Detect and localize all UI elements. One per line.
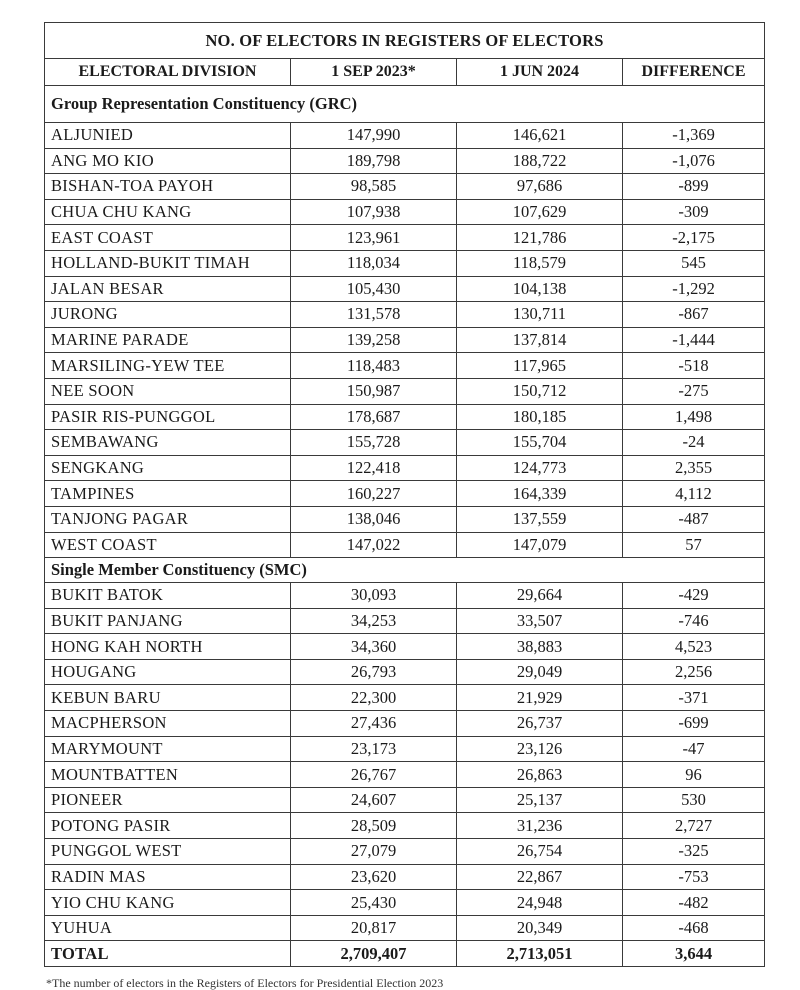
table-row	[45, 762, 765, 788]
difference-cell: -1,076	[623, 148, 765, 174]
division-cell: JALAN BESAR	[45, 276, 291, 302]
sep-2023-cell: 122,418	[291, 455, 457, 481]
table-row	[45, 839, 765, 865]
table-row	[45, 915, 765, 941]
jun-2024-cell: 130,711	[457, 302, 623, 328]
sep-2023-cell: 131,578	[291, 302, 457, 328]
table-row	[45, 148, 765, 174]
sep-2023-cell: 160,227	[291, 481, 457, 507]
difference-cell: -1,444	[623, 327, 765, 353]
table-row	[45, 864, 765, 890]
jun-2024-cell: 188,722	[457, 148, 623, 174]
jun-2024-cell: 31,236	[457, 813, 623, 839]
column-header-division: ELECTORAL DIVISION	[45, 59, 291, 86]
difference-cell: -746	[623, 608, 765, 634]
table-row	[45, 174, 765, 200]
total-row	[45, 941, 765, 967]
table-row	[45, 736, 765, 762]
difference-cell: -899	[623, 174, 765, 200]
difference-cell: -699	[623, 711, 765, 737]
sep-2023-cell: 27,436	[291, 711, 457, 737]
jun-2024-cell: 164,339	[457, 481, 623, 507]
difference-cell: -487	[623, 506, 765, 532]
division-cell: YUHUA	[45, 915, 291, 941]
jun-2024-cell: 20,349	[457, 915, 623, 941]
difference-cell: 2,727	[623, 813, 765, 839]
jun-2024-cell: 117,965	[457, 353, 623, 379]
jun-2024-cell: 107,629	[457, 199, 623, 225]
grc-heading: Group Representation Constituency (GRC)	[45, 86, 765, 123]
division-cell: MARYMOUNT	[45, 736, 291, 762]
sep-2023-cell: 26,767	[291, 762, 457, 788]
column-header-difference: DIFFERENCE	[623, 59, 765, 86]
division-cell: YIO CHU KANG	[45, 890, 291, 916]
section-heading-row	[45, 86, 765, 123]
table-row	[45, 455, 765, 481]
jun-2024-cell: 147,079	[457, 532, 623, 558]
difference-cell: -867	[623, 302, 765, 328]
difference-cell: -482	[623, 890, 765, 916]
division-cell: HOUGANG	[45, 659, 291, 685]
table-row	[45, 353, 765, 379]
total-sep-2023: 2,709,407	[291, 941, 457, 967]
electors-table	[44, 22, 765, 967]
sep-2023-cell: 155,728	[291, 430, 457, 456]
sep-2023-cell: 23,173	[291, 736, 457, 762]
division-cell: POTONG PASIR	[45, 813, 291, 839]
difference-cell: -275	[623, 378, 765, 404]
column-header-sep-2023: 1 SEP 2023*	[291, 59, 457, 86]
division-cell: SENGKANG	[45, 455, 291, 481]
table-row	[45, 430, 765, 456]
total-label: TOTAL	[45, 941, 291, 967]
division-cell: TAMPINES	[45, 481, 291, 507]
difference-cell: -47	[623, 736, 765, 762]
division-cell: PASIR RIS-PUNGGOL	[45, 404, 291, 430]
table-row	[45, 583, 765, 609]
table-row	[45, 404, 765, 430]
table-row	[45, 711, 765, 737]
grc-section	[45, 86, 765, 558]
difference-cell: -518	[623, 353, 765, 379]
sep-2023-cell: 22,300	[291, 685, 457, 711]
sep-2023-cell: 27,079	[291, 839, 457, 865]
difference-cell: 4,523	[623, 634, 765, 660]
sep-2023-cell: 150,987	[291, 378, 457, 404]
sep-2023-cell: 118,034	[291, 250, 457, 276]
table-row	[45, 532, 765, 558]
division-cell: MARINE PARADE	[45, 327, 291, 353]
total-difference: 3,644	[623, 941, 765, 967]
table-row	[45, 890, 765, 916]
difference-cell: 530	[623, 787, 765, 813]
footnote: *The number of electors in the Registers of Electors for Presidential Election 2023	[46, 976, 444, 990]
table-row	[45, 276, 765, 302]
jun-2024-cell: 25,137	[457, 787, 623, 813]
table-row	[45, 327, 765, 353]
division-cell: CHUA CHU KANG	[45, 199, 291, 225]
table-row	[45, 225, 765, 251]
jun-2024-cell: 180,185	[457, 404, 623, 430]
jun-2024-cell: 26,737	[457, 711, 623, 737]
division-cell: KEBUN BARU	[45, 685, 291, 711]
difference-cell: 545	[623, 250, 765, 276]
division-cell: WEST COAST	[45, 532, 291, 558]
jun-2024-cell: 121,786	[457, 225, 623, 251]
table-row	[45, 199, 765, 225]
table-row	[45, 250, 765, 276]
sep-2023-cell: 98,585	[291, 174, 457, 200]
table-row	[45, 302, 765, 328]
division-cell: ALJUNIED	[45, 123, 291, 149]
division-cell: JURONG	[45, 302, 291, 328]
jun-2024-cell: 29,664	[457, 583, 623, 609]
table-row	[45, 481, 765, 507]
sep-2023-cell: 118,483	[291, 353, 457, 379]
division-cell: BISHAN-TOA PAYOH	[45, 174, 291, 200]
difference-cell: 57	[623, 532, 765, 558]
sep-2023-cell: 105,430	[291, 276, 457, 302]
sep-2023-cell: 189,798	[291, 148, 457, 174]
division-cell: EAST COAST	[45, 225, 291, 251]
jun-2024-cell: 118,579	[457, 250, 623, 276]
division-cell: MACPHERSON	[45, 711, 291, 737]
jun-2024-cell: 146,621	[457, 123, 623, 149]
sep-2023-cell: 147,022	[291, 532, 457, 558]
jun-2024-cell: 23,126	[457, 736, 623, 762]
sep-2023-cell: 20,817	[291, 915, 457, 941]
difference-cell: -325	[623, 839, 765, 865]
division-cell: ANG MO KIO	[45, 148, 291, 174]
division-cell: HOLLAND-BUKIT TIMAH	[45, 250, 291, 276]
column-header-row	[45, 59, 765, 86]
sep-2023-cell: 178,687	[291, 404, 457, 430]
difference-cell: -2,175	[623, 225, 765, 251]
division-cell: BUKIT BATOK	[45, 583, 291, 609]
difference-cell: -468	[623, 915, 765, 941]
sep-2023-cell: 34,360	[291, 634, 457, 660]
jun-2024-cell: 38,883	[457, 634, 623, 660]
sep-2023-cell: 26,793	[291, 659, 457, 685]
column-header-jun-2024: 1 JUN 2024	[457, 59, 623, 86]
sep-2023-cell: 123,961	[291, 225, 457, 251]
difference-cell: 96	[623, 762, 765, 788]
sep-2023-cell: 34,253	[291, 608, 457, 634]
table-row	[45, 506, 765, 532]
sep-2023-cell: 139,258	[291, 327, 457, 353]
difference-cell: -1,292	[623, 276, 765, 302]
jun-2024-cell: 137,559	[457, 506, 623, 532]
sep-2023-cell: 28,509	[291, 813, 457, 839]
jun-2024-cell: 22,867	[457, 864, 623, 890]
table-row	[45, 685, 765, 711]
jun-2024-cell: 24,948	[457, 890, 623, 916]
jun-2024-cell: 26,754	[457, 839, 623, 865]
division-cell: HONG KAH NORTH	[45, 634, 291, 660]
division-cell: MARSILING-YEW TEE	[45, 353, 291, 379]
difference-cell: -371	[623, 685, 765, 711]
sep-2023-cell: 107,938	[291, 199, 457, 225]
difference-cell: 1,498	[623, 404, 765, 430]
division-cell: PUNGGOL WEST	[45, 839, 291, 865]
section-heading-row	[45, 558, 765, 583]
jun-2024-cell: 29,049	[457, 659, 623, 685]
sep-2023-cell: 147,990	[291, 123, 457, 149]
table-row	[45, 378, 765, 404]
jun-2024-cell: 150,712	[457, 378, 623, 404]
sep-2023-cell: 138,046	[291, 506, 457, 532]
division-cell: PIONEER	[45, 787, 291, 813]
electors-document	[44, 22, 764, 967]
division-cell: NEE SOON	[45, 378, 291, 404]
difference-cell: -309	[623, 199, 765, 225]
difference-cell: 2,256	[623, 659, 765, 685]
table-title: NO. OF ELECTORS IN REGISTERS OF ELECTORS	[45, 23, 765, 59]
difference-cell: -1,369	[623, 123, 765, 149]
division-cell: SEMBAWANG	[45, 430, 291, 456]
smc-heading: Single Member Constituency (SMC)	[45, 558, 765, 583]
difference-cell: -24	[623, 430, 765, 456]
jun-2024-cell: 104,138	[457, 276, 623, 302]
division-cell: BUKIT PANJANG	[45, 608, 291, 634]
difference-cell: -429	[623, 583, 765, 609]
jun-2024-cell: 21,929	[457, 685, 623, 711]
sep-2023-cell: 30,093	[291, 583, 457, 609]
table-row	[45, 813, 765, 839]
table-title-row	[45, 23, 765, 59]
jun-2024-cell: 124,773	[457, 455, 623, 481]
difference-cell: 2,355	[623, 455, 765, 481]
sep-2023-cell: 24,607	[291, 787, 457, 813]
jun-2024-cell: 97,686	[457, 174, 623, 200]
sep-2023-cell: 23,620	[291, 864, 457, 890]
total-section	[45, 941, 765, 967]
division-cell: TANJONG PAGAR	[45, 506, 291, 532]
difference-cell: -753	[623, 864, 765, 890]
table-row	[45, 123, 765, 149]
table-row	[45, 787, 765, 813]
table-row	[45, 608, 765, 634]
table-row	[45, 659, 765, 685]
division-cell: MOUNTBATTEN	[45, 762, 291, 788]
division-cell: RADIN MAS	[45, 864, 291, 890]
jun-2024-cell: 137,814	[457, 327, 623, 353]
total-jun-2024: 2,713,051	[457, 941, 623, 967]
difference-cell: 4,112	[623, 481, 765, 507]
jun-2024-cell: 155,704	[457, 430, 623, 456]
table-row	[45, 634, 765, 660]
jun-2024-cell: 33,507	[457, 608, 623, 634]
sep-2023-cell: 25,430	[291, 890, 457, 916]
smc-section	[45, 558, 765, 941]
jun-2024-cell: 26,863	[457, 762, 623, 788]
